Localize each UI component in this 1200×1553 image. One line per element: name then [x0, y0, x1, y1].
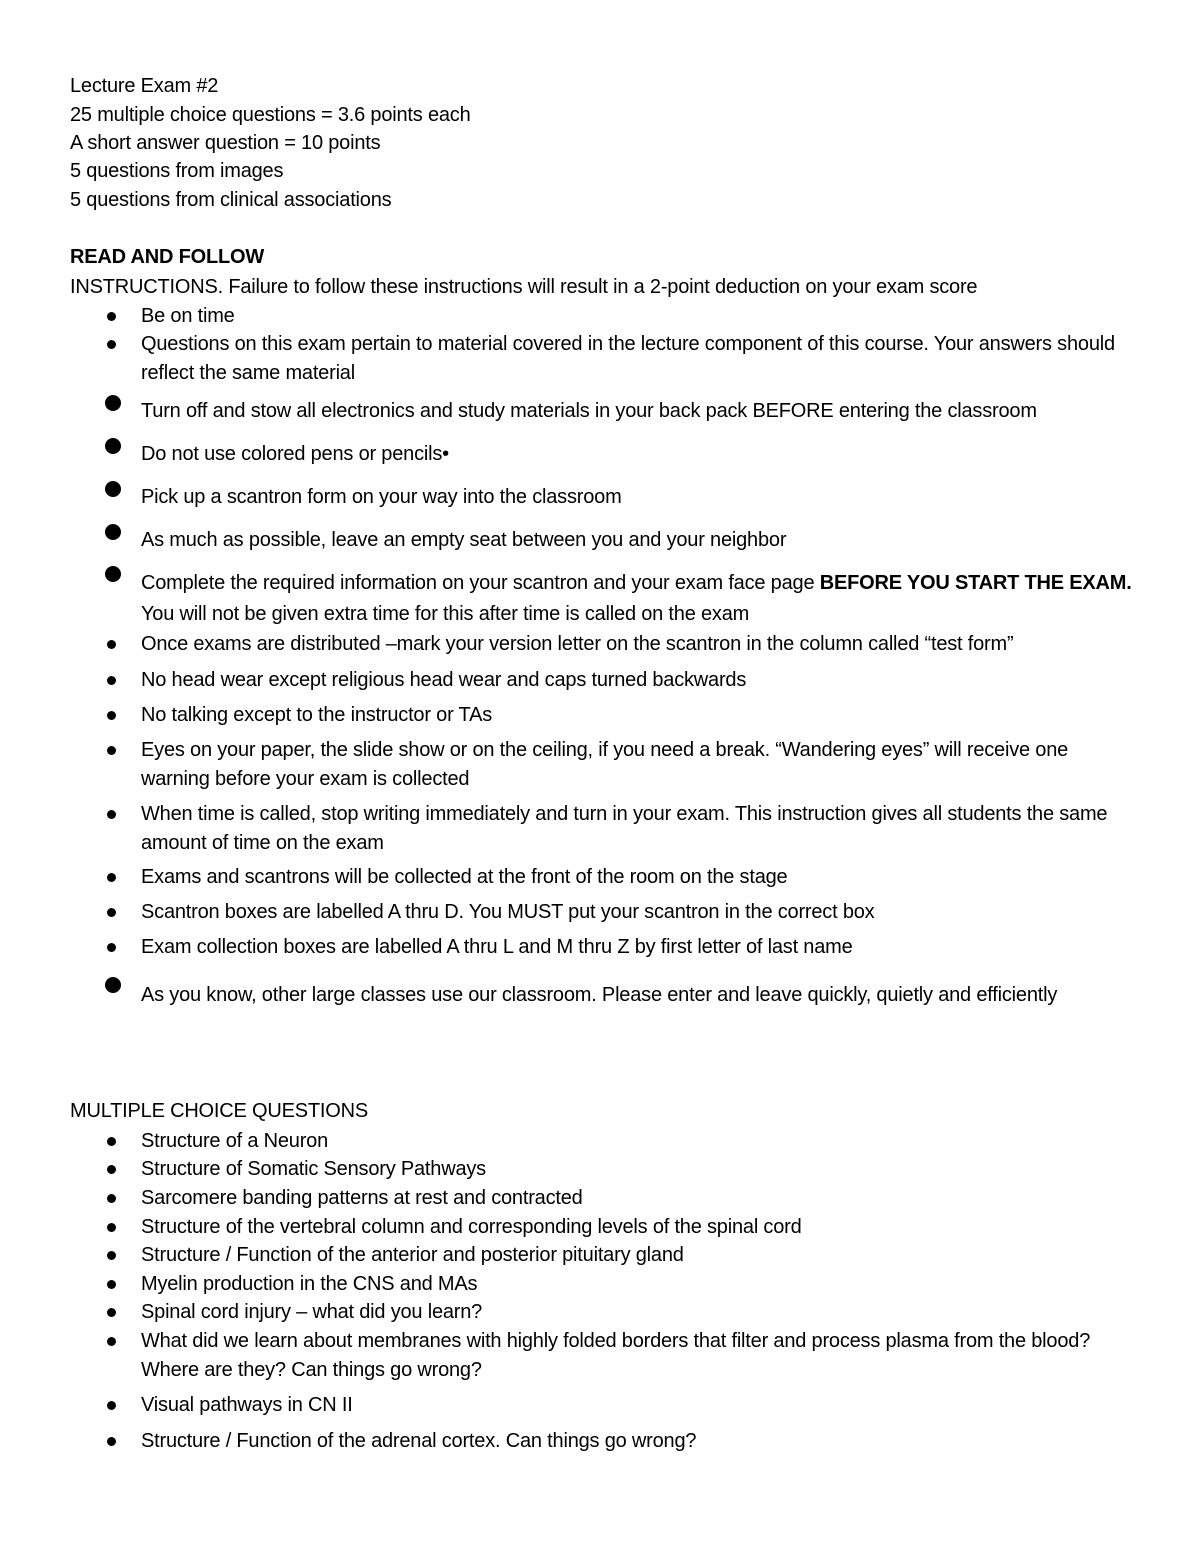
list-item-text: Structure / Function of the adrenal cortex. Can things go wrong?: [141, 1430, 697, 1452]
bullet-icon: [105, 395, 121, 411]
list-item-text: [141, 568, 1141, 630]
list-item-text: No talking except to the instructor or TAs: [141, 704, 493, 726]
list-item-text: Structure of Somatic Sensory Pathways: [141, 1158, 486, 1180]
bullet-icon: [107, 1280, 116, 1289]
bullet-icon: [107, 746, 116, 755]
bullet-icon: [107, 1337, 116, 1346]
list-item-text: Eyes on your paper, the slide show or on the ceiling, if you need a break. “Wandering eyes” will receive one warning before your exam is collected: [141, 739, 1069, 790]
header-line: A short answer question = 10 points: [70, 132, 381, 154]
bullet-icon: [107, 1308, 116, 1317]
list-item-text: When time is called, stop writing immediately and turn in your exam. This instruction gives all students the same amount of time on the exam: [141, 803, 1108, 854]
bullet-icon: [107, 1223, 116, 1232]
list-item-text: Myelin production in the CNS and MAs: [141, 1273, 478, 1295]
list-item-text: Be on time: [141, 305, 235, 327]
bullet-icon: [107, 340, 116, 349]
bullet-icon: [107, 711, 116, 720]
bullet-icon: [105, 566, 121, 582]
list-item-text-part: You will not be given extra time for this after time is called on the exam: [141, 603, 750, 625]
instructions-intro: INSTRUCTIONS. Failure to follow these instructions will result in a 2-point deduction on your exam score: [70, 276, 978, 298]
list-item-text: Questions on this exam pertain to material covered in the lecture component of this course. Your answers should reflect the same material: [141, 333, 1115, 384]
bullet-icon: [105, 524, 121, 540]
bullet-icon: [105, 438, 121, 454]
list-item-text: Once exams are distributed –mark your version letter on the scantron in the column called “test form”: [141, 633, 1014, 655]
list-item-text: Scantron boxes are labelled A thru D. You MUST put your scantron in the correct box: [141, 901, 875, 923]
list-item-text-part: Complete the required information on your scantron and your exam face page: [141, 572, 820, 594]
exam-title: Lecture Exam #2: [70, 75, 219, 97]
bullet-icon: [105, 481, 121, 497]
bullet-icon: [107, 312, 116, 321]
bullet-icon: [105, 977, 121, 993]
list-item-text: Spinal cord injury – what did you learn?: [141, 1301, 483, 1323]
list-item-text: Structure of a Neuron: [141, 1130, 329, 1152]
list-item-text: Do not use colored pens or pencils•: [141, 443, 449, 465]
instructions-heading: READ AND FOLLOW: [70, 246, 265, 268]
bullet-icon: [107, 676, 116, 685]
bullet-icon: [107, 873, 116, 882]
list-item-text: Exams and scantrons will be collected at the front of the room on the stage: [141, 866, 788, 888]
bullet-icon: [107, 943, 116, 952]
list-item-text: As much as possible, leave an empty seat between you and your neighbor: [141, 529, 787, 551]
mcq-heading: MULTIPLE CHOICE QUESTIONS: [70, 1100, 369, 1122]
list-item-text: Sarcomere banding patterns at rest and contracted: [141, 1187, 583, 1209]
list-item-emphasis: BEFORE YOU START THE EXAM.: [819, 572, 1132, 594]
bullet-icon: [107, 1251, 116, 1260]
bullet-icon: [107, 640, 116, 649]
list-item-text: Pick up a scantron form on your way into the classroom: [141, 486, 622, 508]
header-line: 5 questions from images: [70, 160, 284, 182]
bullet-icon: [107, 1437, 116, 1446]
bullet-icon: [107, 1194, 116, 1203]
bullet-icon: [107, 810, 116, 819]
bullet-icon: [107, 908, 116, 917]
header-line: 5 questions from clinical associations: [70, 189, 392, 211]
list-item-text: Exam collection boxes are labelled A thru L and M thru Z by first letter of last name: [141, 936, 853, 958]
bullet-icon: [107, 1401, 116, 1410]
header-line: 25 multiple choice questions = 3.6 points each: [70, 104, 471, 126]
list-item-text: What did we learn about membranes with highly folded borders that filter and process plasma from the blood? Where are they? Can things go wrong?: [141, 1330, 1091, 1381]
list-item-text: Turn off and stow all electronics and study materials in your back pack BEFORE entering the classroom: [141, 400, 1037, 422]
list-item-text: Structure of the vertebral column and corresponding levels of the spinal cord: [141, 1216, 802, 1238]
bullet-icon: [107, 1137, 116, 1146]
list-item-text: No head wear except religious head wear and caps turned backwards: [141, 669, 747, 691]
list-item-text: As you know, other large classes use our classroom. Please enter and leave quickly, quietly and efficiently: [141, 984, 1058, 1006]
bullet-icon: [107, 1165, 116, 1174]
list-item-text: Structure / Function of the anterior and posterior pituitary gland: [141, 1244, 684, 1266]
list-item-text: Visual pathways in CN II: [141, 1394, 353, 1416]
